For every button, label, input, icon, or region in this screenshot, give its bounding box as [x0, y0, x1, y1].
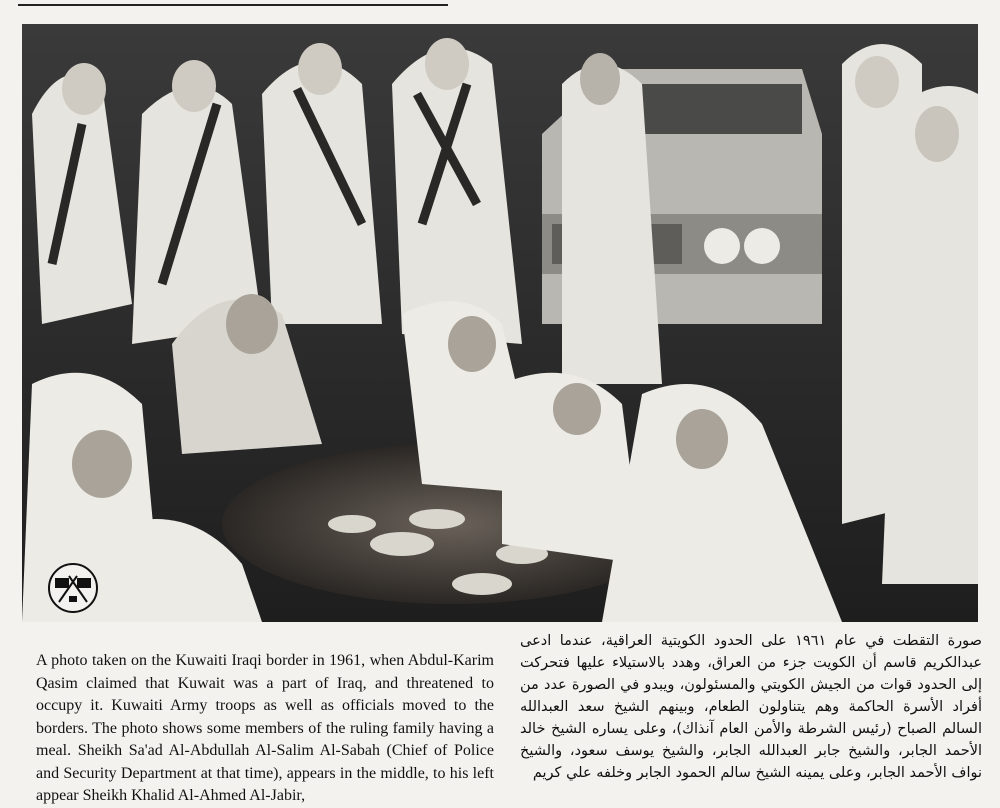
caption-english: A photo taken on the Kuwaiti Iraqi border in 1961, when Abdul-Karim Qasim claimed that Kuwait was a part of Iraq, and threatened to occupy it. Kuwaiti Army troops as well as officials moved to the borders. The photo shows some members of the ruling family having a meal. Sheikh Sa'ad Al-Abdullah Al-Salim Al-Sabah (Chief of Police and Security Department at that time), appears in the middle, to his left appear Sheikh Khalid Al-Ahmed Al-Jabir, [36, 652, 494, 804]
photo-illustration [22, 24, 978, 622]
caption-arabic: صورة التقطت في عام ١٩٦١ على الحدود الكويتية العراقية، عندما ادعى عبدالكريم قاسم أن الكويت جزء من العراق، وهدد بالاستيلاء عليها فتحركت إلى الحدود قوات من الجيش الكويتي والمسئولون، ويبدو في الصورة عدد من أفراد الأسرة الحاكمة وهم يتناولون الطعام، وبينهم الشيخ سعد العبدالله السالم الصباح (رئيس الشرطة والأمن العام آنذاك)، وعلى يساره الشيخ خالد الأحمد الجابر، والشيخ جابر العبدالله الجابر، والشيخ يوسف سعود، والشيخ نواف الأحمد الجابر، وعلى يمينه الشيخ سالم الحمود الجابر وخلفه علي كريم [520, 633, 982, 781]
crossed-flags-emblem-icon [47, 562, 99, 614]
top-rule-divider [18, 4, 448, 6]
historical-photo [22, 24, 978, 622]
